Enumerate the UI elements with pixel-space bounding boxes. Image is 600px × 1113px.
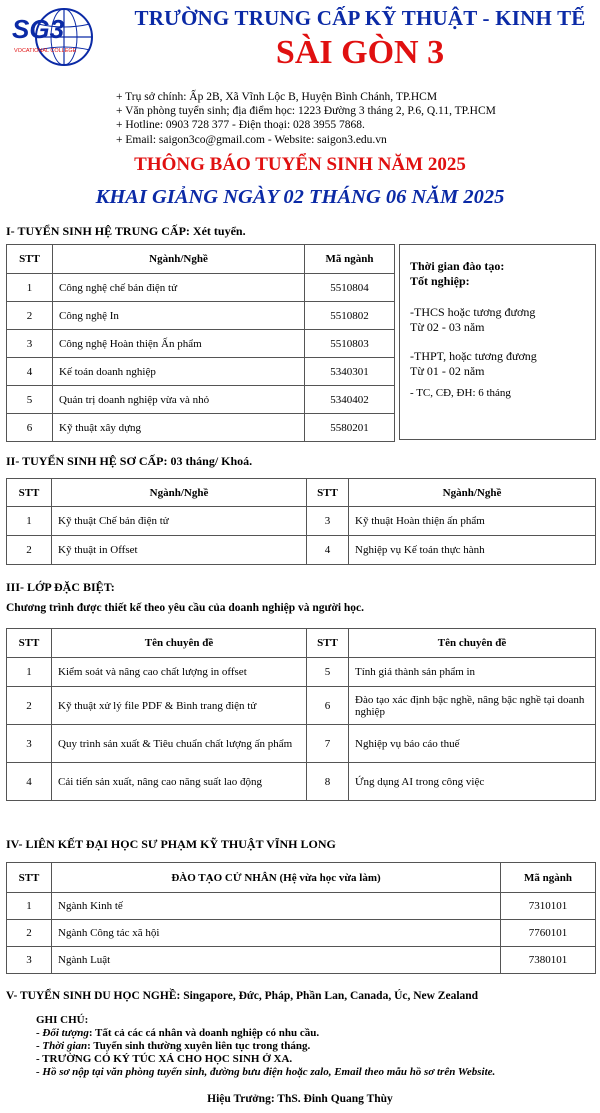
col-stt: STT (307, 479, 349, 507)
school-name-line2: SÀI GÒN 3 (275, 34, 445, 71)
thcs-line: -THCS hoặc tương đương (410, 305, 536, 319)
cell: 7760101 (501, 920, 596, 947)
notes-title: GHI CHÚ: (36, 1014, 89, 1026)
svg-text:VOCATIONAL COLLEGE: VOCATIONAL COLLEGE (14, 48, 77, 54)
sec3-table (6, 628, 596, 801)
sec4-heading: IV- LIÊN KẾT ĐẠI HỌC SƯ PHẠM KỸ THUẬT VĨNH LONG (6, 837, 336, 851)
cell: Công nghệ Hoàn thiện Ấn phẩm (53, 330, 305, 358)
col-program: ĐÀO TẠO CỬ NHÂN (Hệ vừa học vừa làm) (52, 863, 501, 893)
sec4-table (6, 862, 596, 974)
cell: Kỹ thuật Chế bản điện tử (52, 507, 307, 536)
principal-signature: Hiệu Trưởng: ThS. Đinh Quang Thùy (207, 1093, 393, 1105)
note-time-text: : Tuyển sinh thường xuyên liên tục trong tháng. (87, 1040, 311, 1052)
col-ma: Mã ngành (305, 245, 395, 274)
table-row (7, 893, 596, 920)
cell: 5510803 (305, 330, 395, 358)
table-row (7, 687, 596, 725)
cell: Nghiệp vụ báo cáo thuế (349, 725, 596, 763)
cell: Quản trị doanh nghiệp vừa và nhỏ (53, 386, 305, 414)
info-email: + Email: saigon3co@gmail.com - Website: saigon3.edu.vn (116, 133, 387, 146)
table-row (7, 507, 596, 536)
table-header-row (7, 479, 596, 507)
table-row (7, 274, 395, 302)
cell: Ứng dụng AI trong công việc (349, 763, 596, 801)
cell: 7 (307, 725, 349, 763)
tc-cd-dh-duration: - TC, CĐ, ĐH: 6 tháng (410, 387, 511, 399)
cell: Đào tạo xác định bậc nghề, nâng bậc nghề tại doanh nghiệp (349, 687, 596, 725)
col-stt: STT (7, 863, 52, 893)
graduation-title: Tốt nghiệp: (410, 274, 470, 288)
notice-title: THÔNG BÁO TUYỂN SINH NĂM 2025 (134, 154, 466, 175)
table-header-row (7, 863, 596, 893)
cell: Nghiệp vụ Kế toán thực hành (349, 536, 596, 565)
cell: Kiểm soát và nâng cao chất lượng in offset (52, 658, 307, 687)
cell: Ngành Kinh tế (52, 893, 501, 920)
cell: Công nghệ In (53, 302, 305, 330)
sec3-subheading: Chương trình được thiết kế theo yêu cầu của doanh nghiệp và người học. (6, 602, 365, 614)
sec2-table (6, 478, 596, 565)
cell: Kỹ thuật xây dựng (53, 414, 305, 442)
sec1-heading: I- TUYỂN SINH HỆ TRUNG CẤP: Xét tuyển. (6, 224, 246, 238)
table-row (7, 358, 395, 386)
note-time: - Thời gian: Tuyển sinh thường xuyên liên tục trong tháng. (36, 1040, 311, 1052)
note-target-label: Đối tượng (42, 1027, 89, 1039)
cell: 2 (7, 302, 53, 330)
cell: 5 (7, 386, 53, 414)
contact-info (116, 90, 496, 147)
cell: Kỹ thuật in Offset (52, 536, 307, 565)
cell: Kỹ thuật xử lý file PDF & Bình trang điện tử (52, 687, 307, 725)
cell: 5 (307, 658, 349, 687)
cell: Tính giá thành sản phẩm in (349, 658, 596, 687)
sec5-heading: V- TUYỂN SINH DU HỌC NGHỀ: Singapore, Đức, Pháp, Phần Lan, Canada, Úc, New Zealand (6, 990, 479, 1002)
info-office: + Văn phòng tuyển sinh; địa điểm học: 1223 Đường 3 tháng 2, P.6, Q.11, TP.HCM (116, 105, 496, 118)
cell: Ngành Công tác xã hội (52, 920, 501, 947)
col-ma: Mã ngành (501, 863, 596, 893)
cell: 6 (7, 414, 53, 442)
thpt-duration: Từ 01 - 02 năm (410, 364, 485, 378)
table-row (7, 725, 596, 763)
cell: 2 (7, 920, 52, 947)
duration-title: Thời gian đào tạo: (410, 259, 505, 273)
note-time-label: Thời gian (42, 1040, 88, 1052)
table-row (7, 947, 596, 974)
col-stt: STT (7, 629, 52, 658)
table-row (7, 536, 596, 565)
table-row (7, 330, 395, 358)
note-dormitory: - TRƯỜNG CÓ KÝ TÚC XÁ CHO HỌC SINH Ở XA. (36, 1053, 293, 1065)
thpt-line: -THPT, hoặc tương đương (410, 349, 537, 363)
sec3-heading: III- LỚP ĐẶC BIỆT: (6, 580, 115, 594)
sec1-table (6, 244, 395, 442)
info-address: + Trụ sở chính: Ấp 2B, Xã Vĩnh Lộc B, Huyện Bình Chánh, TP.HCM (116, 91, 438, 103)
col-topic: Tên chuyên đề (52, 629, 307, 658)
cell: 4 (7, 763, 52, 801)
cell: Công nghệ chế bản điện tử (53, 274, 305, 302)
school-name-line1: TRƯỜNG TRUNG CẤP KỸ THUẬT - KINH TẾ (134, 6, 586, 30)
cell: 3 (307, 507, 349, 536)
col-stt: STT (7, 245, 53, 274)
cell: 5340301 (305, 358, 395, 386)
col-nganh: Ngành/Nghề (53, 245, 305, 274)
training-duration-box (399, 244, 596, 440)
cell: Cải tiến sản xuất, nâng cao năng suất lao động (52, 763, 307, 801)
cell: 3 (7, 725, 52, 763)
col-nganh: Ngành/Nghề (349, 479, 596, 507)
cell: 3 (7, 330, 53, 358)
cell: 2 (7, 687, 52, 725)
cell: 1 (7, 274, 53, 302)
table-row (7, 386, 395, 414)
table-row (7, 920, 596, 947)
cell: 8 (307, 763, 349, 801)
notes (36, 1014, 495, 1079)
table-header-row (7, 629, 596, 658)
cell: 2 (7, 536, 52, 565)
cell: 1 (7, 893, 52, 920)
note-submission: - Hồ sơ nộp tại văn phòng tuyển sinh, đường bưu điện hoặc zalo, Email theo mẫu hồ sơ trên Website. (36, 1066, 496, 1078)
cell: 3 (7, 947, 52, 974)
cell: 6 (307, 687, 349, 725)
table-row (7, 302, 395, 330)
table-row (7, 414, 395, 442)
cell: 5510804 (305, 274, 395, 302)
col-stt: STT (7, 479, 52, 507)
cell: Ngành Luật (52, 947, 501, 974)
note-target-text: : Tất cả các cá nhân và doanh nghiệp có nhu cầu. (88, 1027, 320, 1039)
info-hotline: + Hotline: 0903 728 377 - Điện thoại: 028 3955 7868. (116, 119, 365, 132)
cell: 1 (7, 507, 52, 536)
cell: Quy trình sản xuất & Tiêu chuẩn chất lượng ấn phẩm (52, 725, 307, 763)
sec2-heading: II- TUYỂN SINH HỆ SƠ CẤP: 03 tháng/ Khoá. (6, 454, 253, 468)
cell: 4 (7, 358, 53, 386)
cell: Kỹ thuật Hoàn thiện ấn phẩm (349, 507, 596, 536)
table-header-row (7, 245, 395, 274)
cell: 5580201 (305, 414, 395, 442)
cell: Kế toán doanh nghiệp (53, 358, 305, 386)
opening-date-title: KHAI GIẢNG NGÀY 02 THÁNG 06 NĂM 2025 (95, 186, 505, 208)
cell: 7310101 (501, 893, 596, 920)
table-row (7, 763, 596, 801)
cell: 4 (307, 536, 349, 565)
col-nganh: Ngành/Nghề (52, 479, 307, 507)
thcs-duration: Từ 02 - 03 năm (410, 320, 485, 334)
col-topic: Tên chuyên đề (349, 629, 596, 658)
cell: 5510802 (305, 302, 395, 330)
table-row (7, 658, 596, 687)
note-target: - Đối tượng: Tất cả các cá nhân và doanh nghiệp có nhu cầu. (36, 1027, 320, 1039)
school-logo (4, 6, 124, 68)
col-stt: STT (307, 629, 349, 658)
svg-text:SG3: SG3 (12, 14, 65, 44)
cell: 7380101 (501, 947, 596, 974)
cell: 1 (7, 658, 52, 687)
cell: 5340402 (305, 386, 395, 414)
